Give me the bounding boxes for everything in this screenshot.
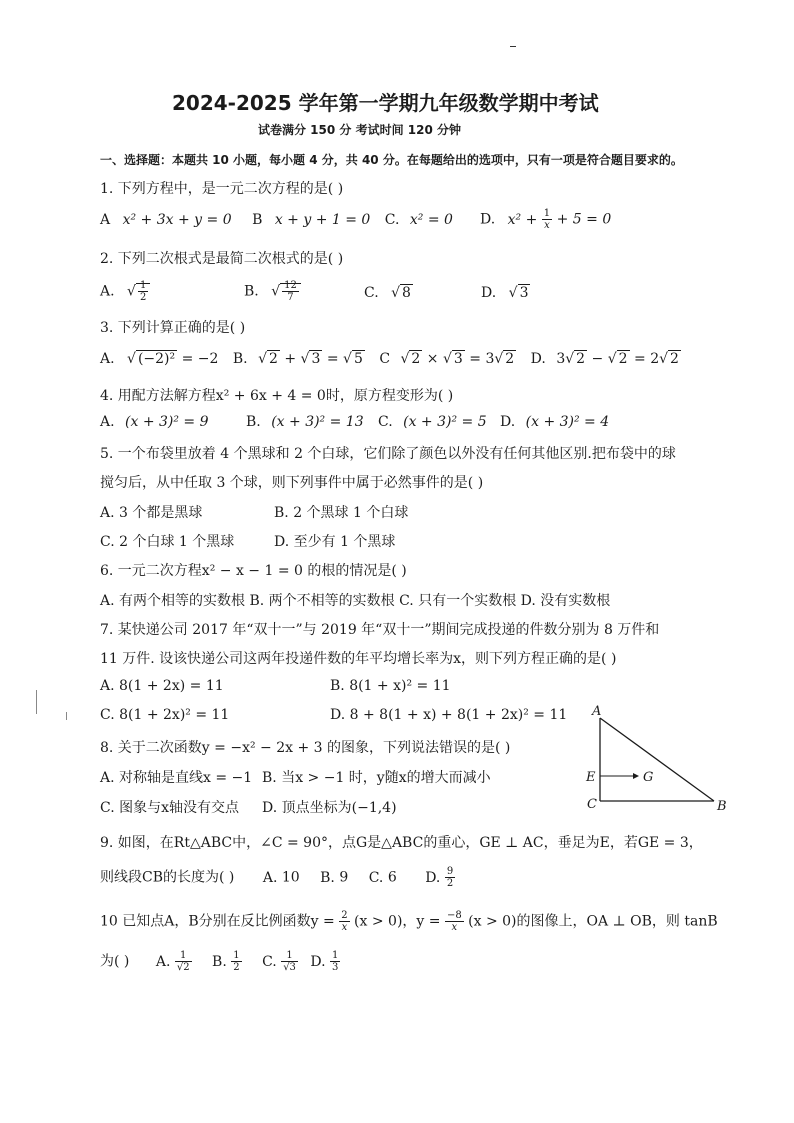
option-c-fraction (281, 950, 298, 973)
option-a: 10 (281, 869, 300, 886)
option-b-label: B. (232, 351, 248, 367)
fraction-numerator: −8 (446, 910, 462, 921)
question-9-stem-line-2 (100, 866, 455, 889)
question-5-stem-line-1: 5. 一个布袋里放着 4 个黑球和 2 个白球，它们除了颜色以外没有任何其他区别.把布袋中的球 (100, 446, 676, 462)
exam-info: 试卷满分 150 分 考试时间 120 分钟 (258, 123, 461, 137)
sqrt-sign: √ 2 (400, 351, 421, 367)
option-a-label: A. (100, 283, 115, 300)
question-1-stem: 1. 下列方程中，是一元二次方程的是( ) (100, 181, 344, 197)
option-b-label: B. (212, 953, 227, 970)
fraction-denominator: 7 (287, 292, 294, 303)
sqrt-sign: √ 3 (300, 351, 321, 367)
option-a-label: A. (100, 351, 115, 367)
fraction-denominator: x (544, 220, 550, 231)
sqrt-sign: √ 5 (343, 351, 363, 367)
question-4-option-c (378, 414, 487, 430)
sqrt-sign: √ 2 (659, 351, 679, 367)
option-a-result: = −2 (181, 351, 219, 367)
fraction-numerator: 1 (139, 280, 147, 291)
option-d-label: D. (500, 414, 516, 430)
sqrt-sign: √ 3 (442, 351, 463, 367)
question-10-stem-line-2 (100, 950, 340, 973)
option-a-label: A. (100, 414, 115, 430)
equals-sign: = 3 (469, 351, 495, 367)
stem-part-1: 10 已知点A，B分别在反比例函数y = (100, 913, 335, 930)
option-a-fraction (175, 950, 192, 973)
option-b: 9 (339, 869, 349, 886)
times-sign: × (426, 351, 439, 367)
option-c-label: C. (378, 414, 393, 430)
question-9-stem-text: 则线段CB的长度为( ) (100, 869, 235, 886)
radicand: 2 (576, 351, 586, 367)
option-c-label: C. (262, 953, 277, 970)
question-6-options: A. 有两个相等的实数根 B. 两个不相等的实数根 C. 只有一个实数根 D. 没有实数根 (100, 593, 611, 609)
sqrt-sign: √ (−2)² (127, 351, 176, 367)
question-2-stem: 2. 下列二次根式是最简二次根式的是( ) (100, 251, 344, 267)
radicand: (−2)² (137, 351, 176, 367)
fraction-denominator: √3 (283, 962, 296, 973)
question-8-option-c: C. 图象与x轴没有交点 (100, 800, 240, 816)
question-2-option-a (100, 280, 150, 303)
function-1-fraction (339, 910, 349, 933)
function-2-fraction (445, 910, 464, 933)
radicand: 2 (411, 351, 421, 367)
option-b-fraction (282, 280, 299, 303)
scan-mark-left-2 (66, 712, 67, 720)
fraction-numerator: 1 (175, 950, 192, 962)
option-d-post: + 5 = 0 (556, 211, 612, 228)
fraction-denominator: 2 (139, 292, 147, 303)
question-7-option-d: D. 8 + 8(1 + x) + 8(1 + 2x)² = 11 (330, 707, 568, 723)
radicand: 5 (353, 351, 363, 367)
option-a-fraction (138, 280, 148, 303)
triangle-figure (578, 700, 738, 820)
question-7-option-c: C. 8(1 + 2x)² = 11 (100, 707, 230, 723)
arrow-head (633, 773, 639, 779)
stem-part-2: (x > 0)，y = (354, 913, 441, 930)
fraction-denominator: x (341, 922, 348, 933)
option-b: (x + 3)² = 13 (271, 414, 364, 430)
question-10-answer-blank: 为( ) (100, 953, 130, 970)
option-d-fraction (445, 866, 455, 889)
side-ab (600, 718, 714, 801)
label-g: G (643, 770, 654, 785)
question-2-option-c (364, 285, 413, 301)
sqrt-sign: √ 2 (607, 351, 628, 367)
fraction-numerator: 2 (341, 910, 348, 921)
plus-sign: + (284, 351, 297, 367)
radicand: 2 (505, 351, 515, 367)
option-b-fraction (231, 950, 241, 973)
label-b: B (717, 799, 727, 814)
question-8-option-b: B. 当x > −1 时，y随x的增大而减小 (262, 770, 491, 786)
option-c: x² = 0 (409, 212, 453, 228)
question-7-stem-line-2: 11 万件. 设该快递公司这两年投递件数的年平均增长率为x，则下列方程正确的是( ) (100, 651, 617, 667)
label-c: C (587, 797, 597, 812)
option-c-label: C. (384, 212, 400, 228)
fraction-denominator: √2 (176, 962, 190, 973)
question-4-option-d (500, 414, 609, 430)
question-10-stem-line-1 (100, 910, 718, 933)
question-4-stem: 4. 用配方法解方程x² + 6x + 4 = 0时，原方程变形为( ) (100, 388, 454, 404)
fraction-denominator: 3 (332, 962, 339, 973)
question-2-option-b (244, 280, 301, 303)
option-b: x + y + 1 = 0 (274, 212, 371, 228)
question-4-option-b (246, 414, 364, 430)
question-4-option-a (100, 414, 209, 430)
question-5-stem-line-2: 搅匀后，从中任取 3 个球，则下列事件中属于必然事件的是( ) (100, 475, 484, 491)
fraction-denominator: 2 (446, 878, 454, 889)
page-title: 2024-2025 学年第一学期九年级数学期中考试 (172, 91, 599, 115)
minus-sign: − (591, 351, 604, 367)
stem-part-3: (x > 0)的图像上，OA ⊥ OB，则 tanB (468, 913, 718, 930)
question-5-option-c: C. 2 个白球 1 个黑球 (100, 534, 235, 550)
option-c-label: C. (364, 285, 379, 301)
question-7-stem-line-1: 7. 某快递公司 2017 年“双十一”与 2019 年“双十一”期间完成投递的件数分别为 8 万件和 (100, 622, 660, 638)
option-d-label: D. (530, 351, 546, 367)
radicand: 2 (268, 351, 278, 367)
option-d-label: D. (425, 869, 441, 886)
option-d-pre: x² + (507, 211, 538, 228)
option-a: (x + 3)² = 9 (125, 414, 209, 430)
option-a-label: A. (262, 869, 278, 886)
sqrt-sign: √ 2 (494, 351, 515, 367)
fraction-numerator: 1 (233, 950, 240, 961)
question-3-stem: 3. 下列计算正确的是( ) (100, 320, 246, 336)
question-2-option-d (481, 285, 530, 301)
sqrt-sign: √ 2 (258, 351, 278, 367)
question-9-stem-line-1: 9. 如图，在Rt△ABC中，∠C = 90°，点G是△ABC的重心，GE ⊥ AC，垂足为E，若GE = 3， (100, 835, 703, 851)
option-d-fraction (330, 950, 340, 973)
option-b-label: B. (246, 414, 261, 430)
fraction-numerator: 1 (543, 208, 551, 219)
question-1-option-d (480, 208, 611, 231)
option-a-label: A. (155, 953, 171, 970)
fraction-denominator: 2 (233, 962, 240, 973)
sqrt-sign: √ $\frac{1}{2}$ (127, 280, 150, 303)
question-1-options (100, 212, 453, 228)
question-3-options (100, 351, 681, 367)
fraction-numerator: 9 (446, 866, 454, 877)
option-b-label: B. (244, 283, 259, 300)
question-8-stem: 8. 关于二次函数y = −x² − 2x + 3 的图象，下列说法错误的是( ) (100, 740, 511, 756)
equals-sign: = 2 (634, 351, 660, 367)
radicand: 3 (519, 285, 529, 301)
question-7-option-a: A. 8(1 + 2x) = 11 (100, 678, 224, 694)
sqrt-sign: √ 8 (391, 285, 411, 301)
option-d-label: D. (481, 285, 497, 301)
fraction-numerator: 1 (281, 950, 298, 962)
question-5-option-b: B. 2 个黑球 1 个白球 (274, 505, 409, 521)
option-c: 6 (387, 869, 397, 886)
option-b-label: B. (320, 869, 335, 886)
question-8-option-a: A. 对称轴是直线x = −1 (100, 770, 253, 786)
question-5-option-d: D. 至少有 1 个黑球 (274, 534, 396, 550)
option-b-label: B (252, 212, 263, 228)
scan-mark-top (510, 46, 516, 47)
question-6-stem: 6. 一元二次方程x² − x − 1 = 0 的根的情况是( ) (100, 563, 407, 579)
label-a: A (592, 704, 602, 719)
option-a-label: A (100, 212, 111, 228)
option-a: x² + 3x + y = 0 (122, 212, 232, 228)
coefficient: 3 (556, 351, 566, 367)
equals-sign: = (326, 351, 339, 367)
section-heading: 一、选择题：本题共 10 小题，每小题 4 分，共 40 分。在每题给出的选项中，只有一项是符合题目要求的。 (100, 153, 683, 167)
option-d: (x + 3)² = 4 (525, 414, 610, 430)
radicand: 2 (670, 351, 679, 367)
option-c-label: C (379, 351, 391, 367)
fraction-numerator: 1 (332, 950, 339, 961)
radicand: 3 (311, 351, 321, 367)
radicand: 8 (402, 285, 411, 301)
label-e: E (586, 770, 596, 785)
option-d-label: D. (480, 211, 496, 228)
radicand: 3 (453, 351, 463, 367)
fraction-numerator: 12 (284, 280, 297, 291)
option-c-label: C. (368, 869, 384, 886)
option-d-fraction (542, 208, 552, 231)
fraction-denominator: x (451, 922, 458, 933)
radicand: 2 (618, 351, 628, 367)
sqrt-sign: √ 3 (508, 285, 529, 301)
scan-mark-left-1 (36, 690, 37, 714)
option-c: (x + 3)² = 5 (403, 414, 487, 430)
option-d-label: D. (310, 953, 326, 970)
question-7-option-b: B. 8(1 + x)² = 11 (330, 678, 451, 694)
sqrt-sign: √ $\frac{12}{7}$ (271, 280, 301, 303)
question-5-option-a: A. 3 个都是黑球 (100, 505, 203, 521)
question-8-option-d: D. 顶点坐标为(−1,4) (262, 800, 397, 816)
sqrt-sign: √ 2 (565, 351, 586, 367)
